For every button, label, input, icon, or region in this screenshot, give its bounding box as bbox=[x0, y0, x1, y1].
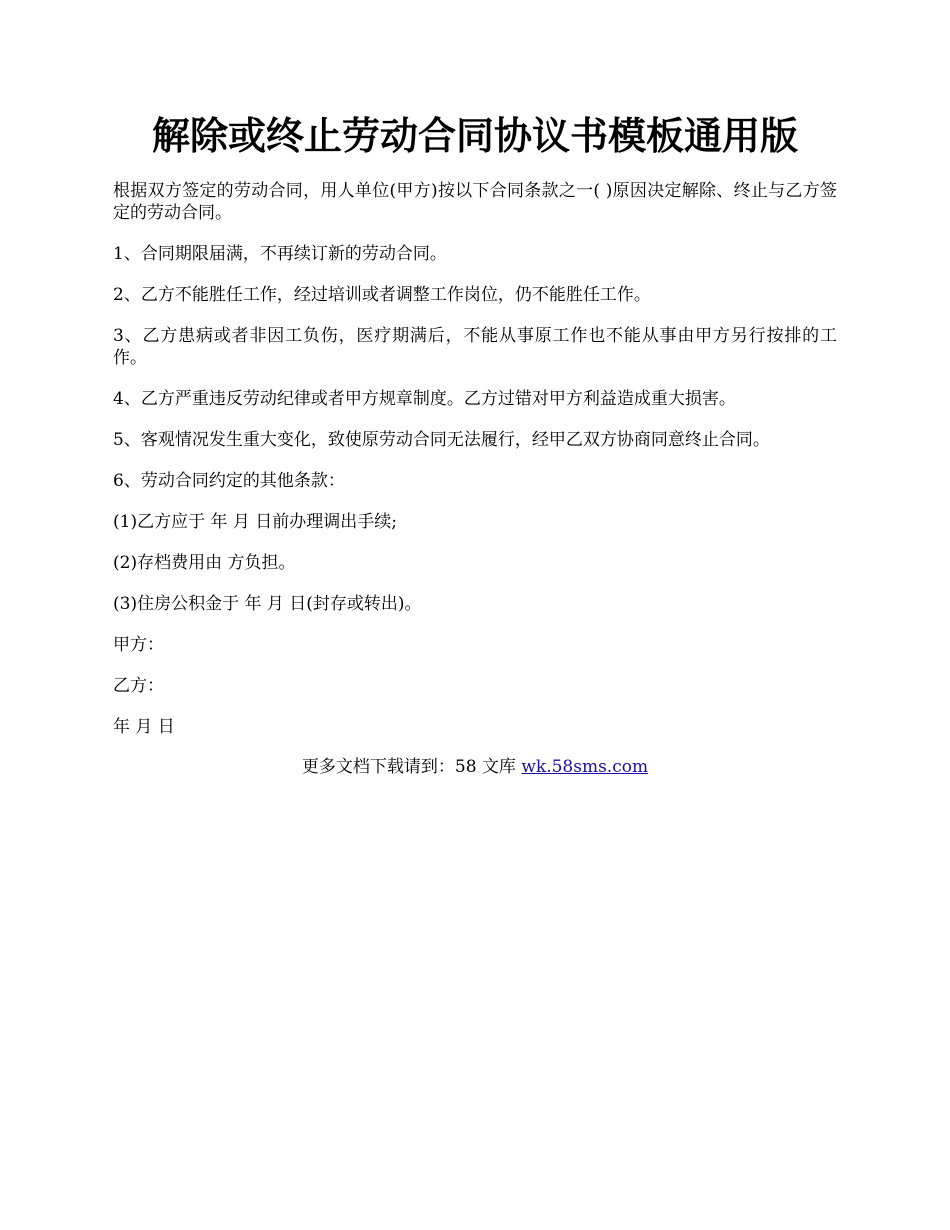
footer-link[interactable]: wk.58sms.com bbox=[521, 757, 649, 777]
clause-4: 4、乙方严重违反劳动纪律或者甲方规章制度。乙方过错对甲方利益造成重大损害。 bbox=[113, 389, 736, 409]
clause-5: 5、客观情况发生重大变化，致使原劳动合同无法履行，经甲乙双方协商同意终止合同。 bbox=[113, 430, 770, 450]
party-a-signature: 甲方： bbox=[113, 635, 164, 655]
intro-paragraph: 根据双方签定的劳动合同，用人单位(甲方)按以下合同条款之一( )原因决定解除、终止与乙方签定的劳动合同。 bbox=[113, 181, 837, 223]
sub-clause-2: (2)存档费用由 方负担。 bbox=[113, 553, 296, 573]
footer bbox=[0, 755, 950, 779]
document-body bbox=[113, 180, 837, 757]
signature-date: 年 月 日 bbox=[113, 717, 175, 737]
document-title: 解除或终止劳动合同协议书模板通用版 bbox=[151, 113, 798, 158]
clause-1: 1、合同期限届满，不再续订新的劳动合同。 bbox=[113, 244, 447, 264]
clause-3: 3、乙方患病或者非因工负伤，医疗期满后，不能从事原工作也不能从事由甲方另行按排的工作。 bbox=[113, 326, 837, 368]
clause-6: 6、劳动合同约定的其他条款： bbox=[113, 471, 345, 491]
sub-clause-3: (3)住房公积金于 年 月 日(封存或转出)。 bbox=[113, 594, 422, 614]
sub-clause-1: (1)乙方应于 年 月 日前办理调出手续; bbox=[113, 512, 398, 532]
party-b-signature: 乙方： bbox=[113, 676, 164, 696]
footer-text: 更多文档下载请到：58 文库 bbox=[301, 757, 522, 777]
clause-2: 2、乙方不能胜任工作，经过培训或者调整工作岗位，仍不能胜任工作。 bbox=[113, 285, 651, 305]
